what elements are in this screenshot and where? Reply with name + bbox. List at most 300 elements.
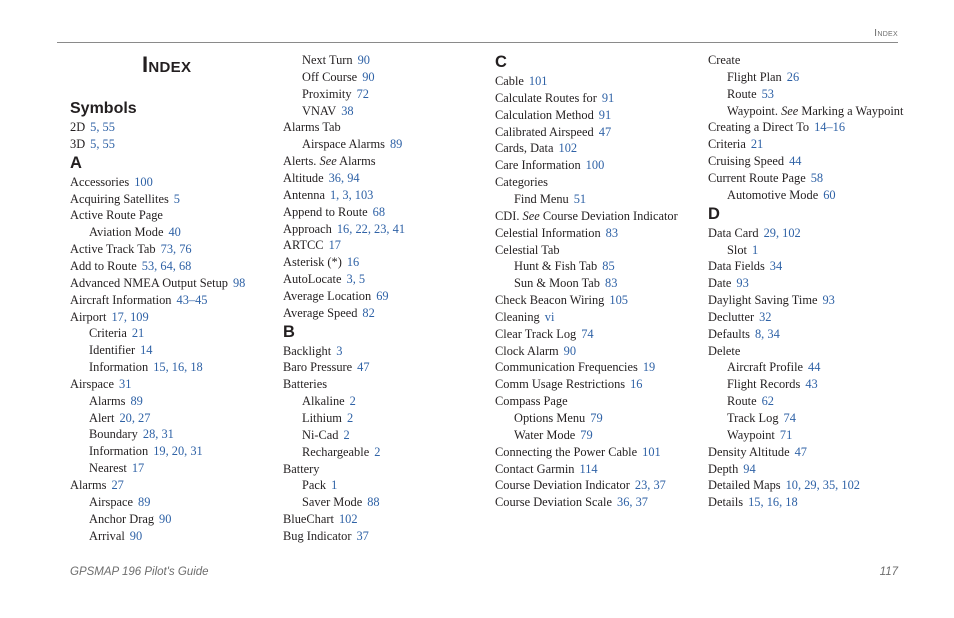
index-entry (70, 310, 149, 325)
index-entry (495, 158, 604, 173)
index-entry (70, 478, 124, 493)
index-subentry (89, 326, 144, 341)
index-term: Sun & Moon Tab (514, 276, 600, 291)
index-subentry (727, 70, 799, 85)
page-reference-link[interactable]: 5 (173, 191, 180, 206)
page-reference-link[interactable]: 10, 29, 35, 102 (785, 478, 860, 493)
index-entry (495, 209, 678, 224)
index-term: Alarms (89, 393, 126, 408)
index-entry (495, 327, 594, 342)
index-term: 3D (70, 136, 86, 151)
page-reference-link[interactable]: 82 (362, 305, 375, 320)
index-term: Off Course (302, 69, 358, 84)
index-subentry (727, 243, 758, 258)
page-reference-link[interactable]: 47 (357, 360, 370, 375)
index-subentry (89, 461, 144, 476)
page-reference-link[interactable]: 47 (794, 444, 807, 459)
index-term: Saver Mode (302, 495, 363, 510)
index-subentry (727, 87, 774, 102)
index-subentry (727, 377, 818, 392)
page-reference-link[interactable]: 90 (129, 528, 143, 543)
index-term: Flight Plan (727, 69, 782, 84)
page-reference-link[interactable]: 2 (349, 394, 356, 409)
index-term: Aircraft Information (70, 292, 172, 307)
page-reference-link[interactable]: vi (544, 309, 555, 324)
index-term: Categories (495, 175, 548, 190)
see-reference: See (781, 103, 799, 118)
index-subentry (302, 445, 380, 460)
page-reference-link[interactable]: 17 (328, 238, 341, 253)
index-entry (283, 306, 375, 321)
index-entry (283, 188, 373, 203)
index-term: Airspace (89, 494, 134, 509)
index-entry (495, 310, 554, 325)
page-reference-link[interactable]: 38 (341, 103, 354, 118)
index-term: Accessories (70, 174, 130, 189)
footer-page-number: 117 (879, 566, 898, 578)
index-subentry (302, 70, 375, 85)
page-reference-link[interactable]: 1 (751, 242, 759, 257)
index-term: Alarms (70, 478, 107, 492)
page-reference-link[interactable]: 60 (823, 187, 836, 202)
page-reference-link[interactable]: 89 (130, 393, 143, 408)
index-term: Cleaning (495, 309, 540, 324)
page-reference-link[interactable]: 47 (598, 124, 612, 139)
page-reference-link[interactable]: 74 (581, 326, 594, 341)
page-reference-link[interactable]: 21 (131, 326, 145, 341)
page-reference-link[interactable]: 19 (642, 360, 656, 375)
page-reference-link[interactable]: 17 (131, 461, 145, 476)
index-entry (495, 445, 661, 460)
index-term: Average Location (283, 288, 372, 303)
see-target: Alarms (339, 154, 376, 169)
index-entry (283, 238, 341, 253)
index-entry (708, 120, 845, 135)
index-term: Cards, Data (495, 141, 554, 156)
page-reference-link[interactable]: 2 (374, 444, 381, 459)
page-reference-link[interactable]: 31 (119, 376, 132, 391)
page-reference-link[interactable]: 68 (372, 204, 386, 219)
index-term: Active Track Tab (70, 242, 156, 257)
page-reference-link[interactable]: 1, 3, 103 (329, 187, 374, 202)
page-reference-link[interactable]: 102 (338, 512, 358, 527)
index-term: Approach (283, 221, 332, 236)
index-term: Waypoint (727, 427, 775, 442)
page-reference-link[interactable]: 44 (789, 154, 802, 169)
page-reference-link[interactable]: 62 (761, 394, 774, 409)
see-reference: See (522, 208, 540, 223)
index-entry (708, 344, 740, 359)
page-reference-link[interactable]: 15, 16, 18 (153, 360, 203, 375)
page-reference-link[interactable]: 90 (362, 69, 375, 84)
page-reference-link[interactable]: 3 (336, 343, 343, 358)
index-term: Data Card (708, 225, 759, 240)
index-term: Detailed Maps (708, 478, 781, 493)
index-term: Clear Track Log (495, 326, 577, 341)
page-reference-link[interactable]: 83 (605, 276, 618, 291)
index-entry (70, 137, 115, 152)
index-term: Append to Route (283, 204, 368, 219)
page-reference-link[interactable]: 105 (609, 293, 628, 308)
index-term: BlueChart (283, 512, 334, 527)
index-term: Backlight (283, 343, 332, 358)
page-reference-link[interactable]: 51 (573, 191, 587, 206)
running-header: Index (874, 27, 898, 39)
page-reference-link[interactable]: 101 (642, 444, 661, 459)
page-reference-link[interactable]: 40 (168, 225, 181, 240)
index-entry (283, 154, 376, 169)
index-entry (283, 289, 389, 304)
index-entry (70, 120, 115, 135)
index-term: VNAV (302, 103, 337, 118)
page-reference-link[interactable]: 34 (769, 259, 783, 274)
index-entry (495, 478, 666, 493)
index-entry (708, 478, 860, 493)
index-term: Waypoint. (727, 103, 778, 118)
index-term: Course Deviation Indicator (495, 478, 630, 493)
index-subentry (89, 225, 181, 240)
index-term: Compass Page (495, 394, 568, 409)
index-term: Details (708, 495, 744, 510)
index-term: Find Menu (514, 191, 569, 206)
index-term: Alarms Tab (283, 120, 341, 135)
page-reference-link[interactable]: 29, 102 (763, 225, 801, 240)
index-term: Aviation Mode (89, 225, 164, 240)
page-reference-link[interactable]: 43 (805, 377, 818, 392)
index-term: Alerts. (283, 154, 317, 169)
page-reference-link[interactable]: 44 (808, 360, 821, 375)
index-term: Daylight Saving Time (708, 293, 818, 308)
index-term: Information (89, 444, 149, 459)
index-subentry (302, 428, 350, 443)
index-entry (708, 259, 782, 274)
index-term: Comm Usage Restrictions (495, 377, 626, 392)
index-subentry (727, 360, 820, 375)
index-term: Battery (283, 461, 320, 476)
index-entry (70, 192, 180, 207)
index-term: Airspace Alarms (302, 137, 385, 152)
index-term: Alert (89, 410, 115, 425)
index-term: Antenna (283, 187, 325, 202)
index-entry (708, 445, 807, 460)
index-term: Bug Indicator (283, 528, 352, 543)
index-term: Slot (727, 242, 747, 257)
page-reference-link[interactable]: 8, 34 (754, 326, 780, 341)
index-term: Cable (495, 74, 524, 88)
index-entry (283, 462, 319, 477)
page-reference-link[interactable]: 32 (759, 309, 772, 324)
index-term: Next Turn (302, 53, 353, 67)
index-term: 2D (70, 120, 86, 134)
page-reference-link[interactable]: 19, 20, 31 (153, 444, 203, 459)
index-term: Track Log (727, 411, 779, 425)
index-entry (70, 175, 153, 190)
index-term: Course Deviation Scale (495, 495, 612, 510)
index-term: Data Fields (708, 259, 765, 274)
index-term: Cruising Speed (708, 154, 785, 169)
index-subentry (727, 104, 903, 119)
index-entry (495, 91, 614, 106)
index-subentry (514, 276, 617, 291)
page-reference-link[interactable]: 101 (528, 74, 548, 88)
index-subentry (302, 104, 354, 119)
index-subentry (89, 360, 203, 375)
index-entry (708, 171, 823, 186)
index-subentry (302, 137, 402, 152)
index-entry (495, 243, 560, 258)
index-term: Average Speed (283, 305, 358, 320)
index-entry (70, 276, 245, 291)
index-entry (283, 360, 370, 375)
index-term: Baro Pressure (283, 360, 353, 375)
page-reference-link[interactable]: 36, 37 (617, 495, 648, 510)
page-reference-link[interactable]: 14 (140, 343, 153, 358)
index-term: Defaults (708, 326, 750, 341)
index-entry (495, 462, 598, 477)
index-term: Contact Garmin (495, 461, 575, 476)
index-entry (283, 222, 405, 237)
index-term: Rechargeable (302, 444, 370, 459)
page-reference-link[interactable]: 88 (367, 495, 380, 510)
page-reference-link[interactable]: 100 (585, 158, 605, 173)
index-entry (708, 462, 756, 477)
see-target: Course Deviation Indicator (542, 208, 678, 223)
index-entry (708, 53, 740, 68)
index-entry (283, 512, 358, 527)
page-reference-link[interactable]: 21 (750, 137, 764, 152)
page-reference-link[interactable]: 43–45 (176, 292, 208, 307)
index-subentry (727, 188, 836, 203)
page-reference-link[interactable]: 23, 37 (634, 478, 666, 493)
page-reference-link[interactable]: 36, 94 (328, 170, 360, 185)
index-term: Proximity (302, 86, 352, 101)
page-reference-link[interactable]: 93 (822, 293, 835, 308)
index-section-heading: D (708, 204, 720, 223)
index-term: Current Route Page (708, 170, 806, 185)
index-term: Identifier (89, 343, 136, 358)
index-term: Connecting the Power Cable (495, 444, 638, 459)
index-entry (495, 74, 548, 89)
page-reference-link[interactable]: 16, 22, 23, 41 (336, 221, 406, 236)
index-entry (708, 293, 835, 308)
index-section-heading: C (495, 53, 507, 71)
page-reference-link[interactable]: 26 (786, 69, 800, 84)
index-entry (283, 272, 365, 287)
page-reference-link[interactable]: 102 (558, 141, 578, 156)
index-term: Lithium (302, 411, 342, 425)
index-subentry (89, 394, 143, 409)
page-reference-link[interactable]: 17, 109 (111, 309, 149, 324)
index-entry (495, 141, 577, 156)
index-entry (495, 344, 576, 359)
index-entry (495, 495, 648, 510)
index-subentry (89, 411, 150, 426)
page-reference-link[interactable]: 90 (357, 53, 370, 67)
page-reference-link[interactable]: 91 (601, 90, 615, 105)
index-entry (70, 293, 207, 308)
index-entry (495, 108, 611, 123)
index-term: Clock Alarm (495, 343, 559, 358)
index-entry (70, 259, 191, 274)
index-entry (70, 377, 131, 392)
page-reference-link[interactable]: 28, 31 (142, 427, 174, 442)
page-reference-link[interactable]: 79 (590, 411, 603, 425)
index-term: Creating a Direct To (708, 120, 810, 135)
header-rule (57, 42, 898, 43)
page-reference-link[interactable]: 93 (736, 276, 749, 291)
page-reference-link[interactable]: 89 (389, 137, 403, 152)
index-entry (708, 310, 772, 325)
page-reference-link[interactable]: 2 (346, 411, 354, 425)
index-term: Active Route Page (70, 208, 163, 223)
index-entry (495, 377, 642, 392)
index-term: Batteries (283, 377, 328, 392)
index-term: Depth (708, 461, 739, 476)
index-entry (283, 171, 360, 186)
page-reference-link[interactable]: 37 (356, 528, 369, 543)
index-subentry (302, 394, 356, 409)
page-reference-link[interactable]: 14–16 (814, 120, 846, 135)
page-reference-link[interactable]: 58 (810, 170, 824, 185)
page-reference-link[interactable]: 20, 27 (119, 410, 151, 425)
index-entry (708, 154, 801, 169)
page-reference-link[interactable]: 72 (356, 86, 369, 101)
index-entry (708, 327, 780, 342)
page-reference-link[interactable]: 90 (563, 343, 577, 358)
index-entry (283, 205, 385, 220)
index-subentry (302, 495, 380, 510)
index-term: Automotive Mode (727, 187, 819, 202)
index-entry (495, 293, 628, 308)
page-reference-link[interactable]: 3, 5 (346, 272, 366, 287)
index-term: Celestial Information (495, 225, 601, 240)
index-term: Options Menu (514, 411, 586, 425)
index-term: Information (89, 360, 149, 375)
page-reference-link[interactable]: 89 (138, 494, 151, 509)
index-term: Criteria (708, 137, 746, 152)
index-term: Route (727, 394, 757, 409)
footer-guide-title: GPSMAP 196 Pilot's Guide (70, 566, 209, 578)
index-term: CDI. (495, 208, 520, 223)
index-entry (495, 226, 618, 241)
index-term: Boundary (89, 427, 138, 442)
page-reference-link[interactable]: 27 (111, 478, 124, 492)
index-entry (283, 255, 359, 270)
page-reference-link[interactable]: 83 (605, 225, 619, 240)
index-section-heading: Symbols (70, 100, 137, 117)
page-reference-link[interactable]: 69 (376, 288, 389, 303)
index-term: Pack (302, 478, 327, 493)
index-term: Asterisk (*) (283, 255, 342, 270)
index-subentry (514, 259, 615, 274)
index-subentry (89, 529, 142, 544)
index-term: Nearest (89, 461, 127, 476)
page-reference-link[interactable]: 1 (331, 478, 338, 493)
page-reference-link[interactable]: 16 (630, 377, 643, 392)
index-term: Flight Records (727, 377, 801, 392)
index-subentry (89, 444, 203, 459)
index-entry (708, 137, 763, 152)
page-reference-link[interactable]: 114 (579, 461, 598, 476)
page-reference-link[interactable]: 16 (346, 255, 360, 270)
page-reference-link[interactable]: 71 (779, 427, 793, 442)
page-reference-link[interactable]: 73, 76 (160, 242, 192, 257)
index-term: Arrival (89, 528, 125, 543)
index-term: Celestial Tab (495, 242, 560, 257)
see-target: Marking a Waypoint (801, 103, 904, 118)
index-subentry (727, 428, 792, 443)
page-reference-link[interactable]: 53, 64, 68 (141, 258, 192, 273)
index-term: Aircraft Profile (727, 360, 804, 375)
index-subentry (302, 87, 369, 102)
index-term: Airport (70, 309, 107, 324)
index-term: Communication Frequencies (495, 360, 638, 375)
index-section-heading: A (70, 153, 82, 172)
index-entry (70, 242, 192, 257)
see-reference: See (319, 154, 337, 169)
index-term: Alkaline (302, 394, 345, 409)
index-term: AutoLocate (283, 272, 342, 287)
page-reference-link[interactable]: 2 (343, 427, 350, 442)
index-term: Hunt & Fish Tab (514, 259, 598, 274)
index-term: Anchor Drag (89, 511, 155, 526)
page-reference-link[interactable]: 100 (134, 174, 153, 189)
page-reference-link[interactable]: 94 (743, 461, 756, 476)
index-subentry (727, 394, 774, 409)
index-term: Declutter (708, 309, 755, 324)
page-reference-link[interactable]: 53 (761, 86, 774, 101)
page-reference-link[interactable]: 74 (783, 411, 796, 425)
index-subentry (302, 53, 370, 68)
page-reference-link[interactable]: 5, 55 (90, 136, 115, 151)
index-subentry (89, 495, 150, 510)
index-entry (70, 208, 163, 223)
page-reference-link[interactable]: 5, 55 (90, 120, 115, 134)
index-term: Altitude (283, 170, 324, 185)
index-term: Airspace (70, 376, 115, 391)
index-term: Add to Route (70, 258, 137, 273)
index-term: Calculation Method (495, 107, 594, 122)
index-entry (495, 394, 568, 409)
index-subentry (89, 512, 171, 527)
index-term: Acquiring Satellites (70, 191, 169, 206)
page-reference-link[interactable]: 15, 16, 18 (748, 495, 798, 510)
page-reference-link[interactable]: 91 (598, 107, 612, 122)
page-reference-link[interactable]: 79 (580, 427, 593, 442)
page-reference-link[interactable]: 90 (159, 511, 172, 526)
page-title: Index (142, 52, 192, 77)
index-entry (283, 377, 327, 392)
index-term: Date (708, 276, 732, 291)
page-reference-link[interactable]: 98 (232, 275, 246, 290)
index-entry (283, 120, 341, 135)
index-term: ARTCC (283, 238, 324, 253)
index-entry (708, 495, 798, 510)
index-entry (495, 125, 611, 140)
page-reference-link[interactable]: 85 (602, 259, 615, 274)
index-term: Route (727, 86, 757, 101)
index-entry (708, 276, 749, 291)
index-entry (283, 529, 369, 544)
index-subentry (302, 411, 353, 426)
index-entry (495, 360, 655, 375)
index-subentry (727, 411, 796, 426)
index-subentry (514, 192, 586, 207)
index-subentry (89, 427, 174, 442)
index-entry (283, 344, 342, 359)
index-term: Water Mode (514, 427, 576, 442)
index-section-heading: B (283, 322, 295, 341)
